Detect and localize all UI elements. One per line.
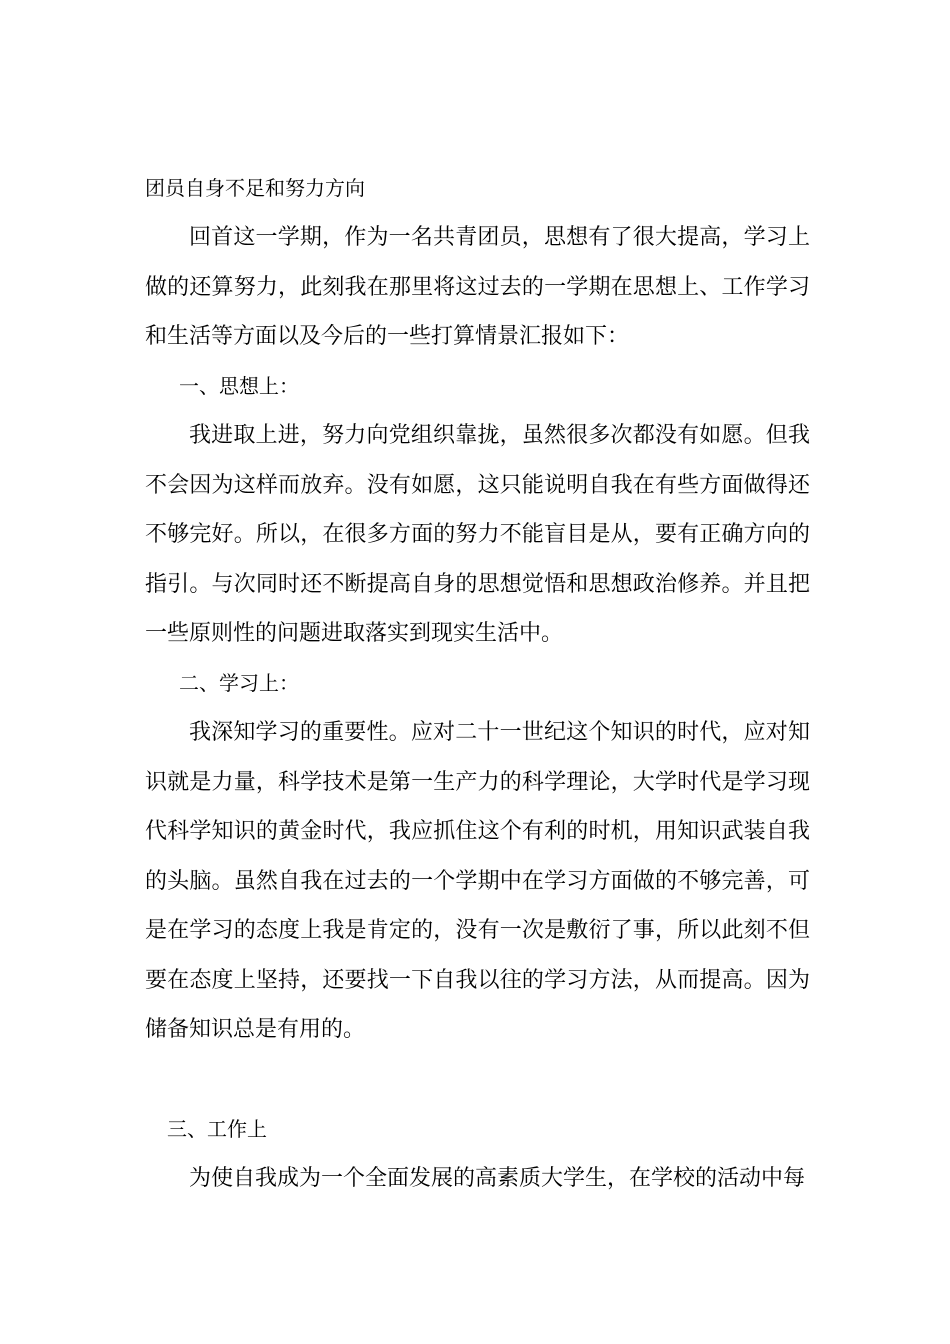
section-body-thought: 我进取上进，努力向党组织靠拢，虽然很多次都没有如愿。但我不会因为这样而放弃。没有如愿，这只能说明自我在有些方面做得还不够完好。所以，在很多方面的努力不能盲目是从，要有正确方向的指引。与次同时还不断提高自身的思想觉悟和思想政治修养。并且把一些原则性的问题进取落实到现实生活中。	[145, 423, 810, 646]
section-heading-work: 三、工作上	[167, 1116, 267, 1141]
document-content	[145, 164, 810, 1204]
document-title: 团员自身不足和努力方向	[145, 176, 365, 200]
section-body-study: 我深知学习的重要性。应对二十一世纪这个知识的时代，应对知识就是力量，科学技术是第一生产力的科学理论，大学时代是学习现代科学知识的黄金时代，我应抓住这个有利的时机，用知识武装自我的头脑。虽然自我在过去的一个学期中在学习方面做的不够完善，可是在学习的态度上我是肯定的，没有一次是敷衍了事，所以此刻不但要在态度上坚持，还要找一下自我以往的学习方法，从而提高。因为储备知识总是有用的。	[145, 720, 810, 1042]
section-body-work: 为使自我成为一个全面发展的高素质大学生，在学校的活动中每	[189, 1166, 806, 1191]
section-heading-study: 二、学习上：	[179, 670, 299, 695]
intro-paragraph: 回首这一学期，作为一名共青团员，思想有了很大提高，学习上做的还算努力，此刻我在那里将这过去的一学期在思想上、工作学习和生活等方面以及今后的一些打算情景汇报如下：	[145, 225, 810, 349]
paragraph-gap	[145, 1055, 810, 1105]
section-heading-thought: 一、思想上：	[179, 373, 299, 398]
